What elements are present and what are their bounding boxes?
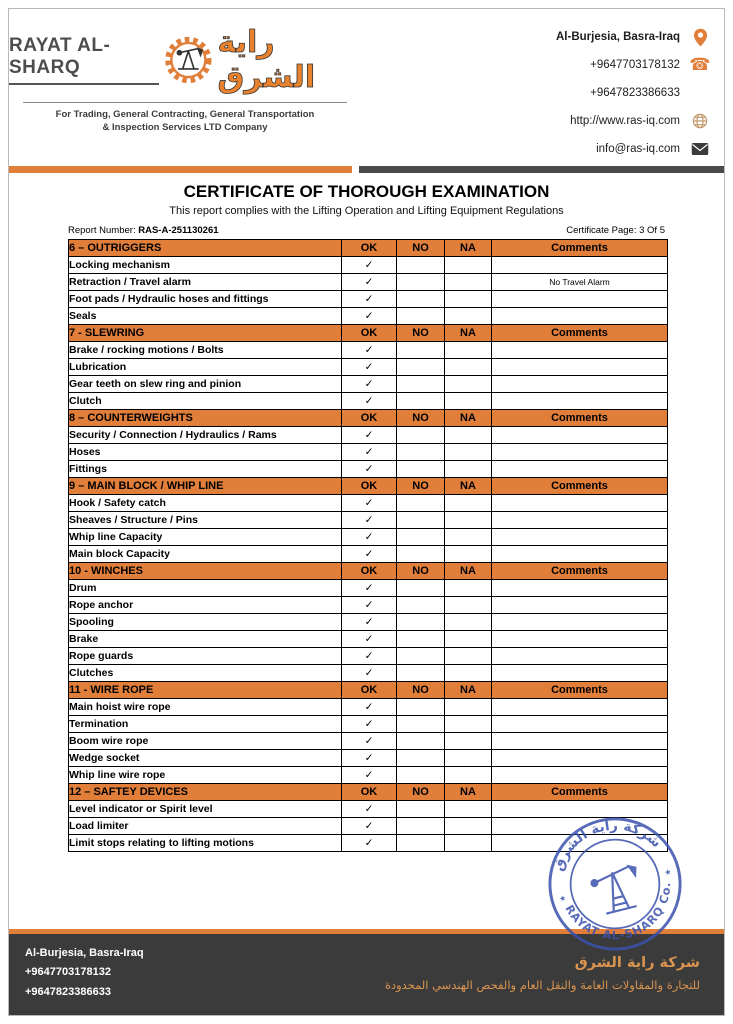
section-title: 8 – COUNTERWEIGHTS <box>69 410 342 427</box>
no-mark <box>397 767 445 784</box>
checklist-row <box>69 767 668 784</box>
comment-text <box>492 716 668 733</box>
item-label: Sheaves / Structure / Pins <box>69 512 342 529</box>
comment-text <box>492 291 668 308</box>
tagline-line2: & Inspection Services LTD Company <box>102 122 268 134</box>
item-label: Load limiter <box>69 818 342 835</box>
column-header-na: NA <box>445 240 492 257</box>
checklist-row <box>69 257 668 274</box>
comment-text <box>492 614 668 631</box>
ok-mark: ✓ <box>342 444 397 461</box>
na-mark <box>445 359 492 376</box>
na-mark <box>445 665 492 682</box>
gear-pumpjack-logo-icon <box>164 32 213 88</box>
ok-mark: ✓ <box>342 665 397 682</box>
ok-mark: ✓ <box>342 274 397 291</box>
contact-address <box>556 23 710 51</box>
na-mark <box>445 529 492 546</box>
section-header-row <box>69 240 668 257</box>
checklist-row <box>69 308 668 325</box>
no-mark <box>397 665 445 682</box>
section-title: 10 - WINCHES <box>69 563 342 580</box>
checklist-row <box>69 444 668 461</box>
no-mark <box>397 716 445 733</box>
footer-company-name-ar: شركة راية الشرق <box>574 954 700 971</box>
column-header-no: NO <box>397 563 445 580</box>
no-mark <box>397 291 445 308</box>
item-label: Seals <box>69 308 342 325</box>
na-mark <box>445 750 492 767</box>
phone-icon: ☎ <box>689 54 711 75</box>
item-label: Gear teeth on slew ring and pinion <box>69 376 342 393</box>
na-mark <box>445 716 492 733</box>
inspection-table <box>68 239 668 852</box>
column-header-comments: Comments <box>492 563 668 580</box>
comment-text <box>492 427 668 444</box>
comment-text <box>492 767 668 784</box>
column-header-no: NO <box>397 784 445 801</box>
ok-mark: ✓ <box>342 359 397 376</box>
ok-mark: ✓ <box>342 546 397 563</box>
column-header-no: NO <box>397 240 445 257</box>
ok-mark: ✓ <box>342 580 397 597</box>
na-mark <box>445 444 492 461</box>
item-label: Spooling <box>69 614 342 631</box>
column-header-comments: Comments <box>492 325 668 342</box>
na-mark <box>445 274 492 291</box>
na-mark <box>445 512 492 529</box>
no-mark <box>397 597 445 614</box>
stamp-text-english: RAYAT AL-SHARQ Co. <box>562 881 674 943</box>
item-label: Retraction / Travel alarm <box>69 274 342 291</box>
na-mark <box>445 818 492 835</box>
na-mark <box>445 631 492 648</box>
checklist-row <box>69 648 668 665</box>
na-mark <box>445 427 492 444</box>
contact-info <box>361 19 724 163</box>
section-header-row <box>69 478 668 495</box>
no-mark <box>397 444 445 461</box>
ok-mark: ✓ <box>342 342 397 359</box>
section-header-row <box>69 410 668 427</box>
section-title: 12 – SAFTEY DEVICES <box>69 784 342 801</box>
na-mark <box>445 648 492 665</box>
checklist-row <box>69 699 668 716</box>
column-header-ok: OK <box>342 410 397 427</box>
comment-text <box>492 648 668 665</box>
comment-text <box>492 733 668 750</box>
na-mark <box>445 835 492 852</box>
column-header-no: NO <box>397 682 445 699</box>
item-label: Rope guards <box>69 648 342 665</box>
column-header-ok: OK <box>342 325 397 342</box>
column-header-comments: Comments <box>492 478 668 495</box>
checklist-row <box>69 342 668 359</box>
comment-text <box>492 308 668 325</box>
item-label: Main block Capacity <box>69 546 342 563</box>
certificate-page <box>8 8 725 1016</box>
tagline-line1: For Trading, General Contracting, General Transportation <box>55 109 315 120</box>
page-title: CERTIFICATE OF THOROUGH EXAMINATION <box>183 182 550 201</box>
column-header-na: NA <box>445 563 492 580</box>
na-mark <box>445 733 492 750</box>
contact-email <box>596 135 710 163</box>
footer-contact-block <box>25 944 144 1003</box>
ok-mark: ✓ <box>342 716 397 733</box>
na-mark <box>445 546 492 563</box>
no-mark <box>397 376 445 393</box>
checklist-row <box>69 291 668 308</box>
checklist-row <box>69 359 668 376</box>
checklist-row <box>69 376 668 393</box>
column-header-no: NO <box>397 478 445 495</box>
footer-company-description-ar: للتجارة والمقاولات العامة والنقل العام والفحص الهندسي المحدودة <box>384 977 700 992</box>
phone2-text: +9647823386633 <box>590 87 680 99</box>
ok-mark: ✓ <box>342 308 397 325</box>
logo-text-ar: راية الشرق <box>217 25 316 95</box>
column-header-na: NA <box>445 682 492 699</box>
na-mark <box>445 393 492 410</box>
ok-mark: ✓ <box>342 597 397 614</box>
na-mark <box>445 308 492 325</box>
checklist-row <box>69 631 668 648</box>
no-mark <box>397 733 445 750</box>
no-mark <box>397 699 445 716</box>
comment-text <box>492 342 668 359</box>
checklist-row <box>69 495 668 512</box>
header <box>9 9 724 163</box>
certificate-page-number: Certificate Page: 3 Of 5 <box>566 225 665 236</box>
divider-dark-bar <box>359 166 724 173</box>
item-label: Whip line wire rope <box>69 767 342 784</box>
report-number-label: Report Number: <box>68 225 136 236</box>
ok-mark: ✓ <box>342 699 397 716</box>
item-label: Fittings <box>69 461 342 478</box>
na-mark <box>445 767 492 784</box>
section-header-row <box>69 682 668 699</box>
column-header-na: NA <box>445 325 492 342</box>
column-header-ok: OK <box>342 682 397 699</box>
na-mark <box>445 257 492 274</box>
na-mark <box>445 597 492 614</box>
checklist-row <box>69 665 668 682</box>
comment-text <box>492 597 668 614</box>
no-mark <box>397 308 445 325</box>
no-mark <box>397 614 445 631</box>
comment-text <box>492 665 668 682</box>
stamp-star-right: ★ <box>663 867 673 878</box>
item-label: Main hoist wire rope <box>69 699 342 716</box>
ok-mark: ✓ <box>342 393 397 410</box>
checklist-row <box>69 512 668 529</box>
no-mark <box>397 257 445 274</box>
comment-text: No Travel Alarm <box>492 274 668 291</box>
item-label: Limit stops relating to lifting motions <box>69 835 342 852</box>
stamp-star-left: ★ <box>558 893 568 904</box>
ok-mark: ✓ <box>342 631 397 648</box>
ok-mark: ✓ <box>342 767 397 784</box>
ok-mark: ✓ <box>342 512 397 529</box>
item-label: Clutches <box>69 665 342 682</box>
item-label: Hoses <box>69 444 342 461</box>
no-mark <box>397 512 445 529</box>
na-mark <box>445 461 492 478</box>
logo-text-en: RAYAT AL-SHARQ <box>9 35 159 85</box>
address-text: Al-Burjesia, Basra-Iraq <box>556 31 680 43</box>
column-header-na: NA <box>445 410 492 427</box>
no-mark <box>397 835 445 852</box>
footer-phone1: +9647703178132 <box>25 966 111 979</box>
report-number <box>68 225 219 236</box>
checklist-row <box>69 716 668 733</box>
no-mark <box>397 750 445 767</box>
section-title: 9 – MAIN BLOCK / WHIP LINE <box>69 478 342 495</box>
checklist-row <box>69 580 668 597</box>
company-tagline <box>23 102 347 135</box>
no-mark <box>397 274 445 291</box>
comment-text <box>492 376 668 393</box>
column-header-comments: Comments <box>492 682 668 699</box>
ok-mark: ✓ <box>342 801 397 818</box>
item-label: Lubrication <box>69 359 342 376</box>
na-mark <box>445 495 492 512</box>
na-mark <box>445 291 492 308</box>
no-mark <box>397 393 445 410</box>
comment-text <box>492 444 668 461</box>
checklist-row <box>69 597 668 614</box>
footer-company-block <box>385 955 700 992</box>
item-label: Brake <box>69 631 342 648</box>
email-text: info@ras-iq.com <box>596 143 680 155</box>
ok-mark: ✓ <box>342 291 397 308</box>
envelope-icon <box>690 142 710 156</box>
comment-text <box>492 257 668 274</box>
ok-mark: ✓ <box>342 376 397 393</box>
comment-text <box>492 546 668 563</box>
item-label: Locking mechanism <box>69 257 342 274</box>
ok-mark: ✓ <box>342 461 397 478</box>
item-label: Drum <box>69 580 342 597</box>
checklist-row <box>69 546 668 563</box>
na-mark <box>445 376 492 393</box>
contact-phone1 <box>590 51 710 79</box>
no-mark <box>397 427 445 444</box>
column-header-comments: Comments <box>492 240 668 257</box>
item-label: Boom wire rope <box>69 733 342 750</box>
section-title: 6 – OUTRIGGERS <box>69 240 342 257</box>
column-header-na: NA <box>445 478 492 495</box>
contact-website <box>570 107 710 135</box>
checklist-row <box>69 529 668 546</box>
report-number-value: RAS-A-251130261 <box>138 225 219 236</box>
item-label: Security / Connection / Hydraulics / Rams <box>69 427 342 444</box>
comment-text <box>492 580 668 597</box>
phone1-text: +9647703178132 <box>590 59 680 71</box>
item-label: Rope anchor <box>69 597 342 614</box>
item-label: Clutch <box>69 393 342 410</box>
section-header-row <box>69 784 668 801</box>
na-mark <box>445 342 492 359</box>
item-label: Hook / Safety catch <box>69 495 342 512</box>
comment-text <box>492 461 668 478</box>
na-mark <box>445 801 492 818</box>
ok-mark: ✓ <box>342 835 397 852</box>
item-label: Whip line Capacity <box>69 529 342 546</box>
no-mark <box>397 495 445 512</box>
comment-text <box>492 359 668 376</box>
footer-phone2: +9647823386633 <box>25 986 111 999</box>
column-header-no: NO <box>397 325 445 342</box>
no-mark <box>397 818 445 835</box>
stamp-text-arabic: شركة راية الشرق <box>550 817 665 874</box>
item-label: Brake / rocking motions / Bolts <box>69 342 342 359</box>
section-header-row <box>69 325 668 342</box>
item-label: Foot pads / Hydraulic hoses and fittings <box>69 291 342 308</box>
contact-phone2 <box>590 79 710 107</box>
checklist-row <box>69 801 668 818</box>
stamp-pumpjack-icon <box>590 865 645 915</box>
comment-text <box>492 393 668 410</box>
checklist-row <box>69 750 668 767</box>
column-header-no: NO <box>397 410 445 427</box>
ok-mark: ✓ <box>342 648 397 665</box>
report-info-line <box>68 225 665 236</box>
ok-mark: ✓ <box>342 529 397 546</box>
column-header-ok: OK <box>342 240 397 257</box>
divider-orange-bar <box>9 166 352 173</box>
comment-text <box>492 699 668 716</box>
no-mark <box>397 801 445 818</box>
no-mark <box>397 461 445 478</box>
item-label: Termination <box>69 716 342 733</box>
location-icon <box>690 28 710 47</box>
page-subtitle: This report complies with the Lifting Operation and Lifting Equipment Regulations <box>169 205 564 217</box>
no-mark <box>397 546 445 563</box>
company-logo <box>9 19 361 163</box>
header-divider <box>9 166 724 173</box>
globe-icon <box>690 113 710 129</box>
no-mark <box>397 648 445 665</box>
na-mark <box>445 580 492 597</box>
checklist-row <box>69 393 668 410</box>
checklist-row <box>69 614 668 631</box>
checklist-row <box>69 427 668 444</box>
comment-text <box>492 631 668 648</box>
comment-text <box>492 750 668 767</box>
section-header-row <box>69 563 668 580</box>
no-mark <box>397 342 445 359</box>
checklist-row <box>69 461 668 478</box>
no-mark <box>397 580 445 597</box>
na-mark <box>445 614 492 631</box>
ok-mark: ✓ <box>342 818 397 835</box>
inspection-table-body <box>69 240 668 852</box>
column-header-comments: Comments <box>492 784 668 801</box>
website-text: http://www.ras-iq.com <box>570 115 680 127</box>
ok-mark: ✓ <box>342 257 397 274</box>
item-label: Wedge socket <box>69 750 342 767</box>
ok-mark: ✓ <box>342 495 397 512</box>
no-mark <box>397 631 445 648</box>
item-label: Level indicator or Spirit level <box>69 801 342 818</box>
ok-mark: ✓ <box>342 733 397 750</box>
comment-text <box>492 512 668 529</box>
ok-mark: ✓ <box>342 750 397 767</box>
ok-mark: ✓ <box>342 614 397 631</box>
ok-mark: ✓ <box>342 427 397 444</box>
no-mark <box>397 359 445 376</box>
column-header-ok: OK <box>342 478 397 495</box>
column-header-na: NA <box>445 784 492 801</box>
column-header-ok: OK <box>342 784 397 801</box>
column-header-comments: Comments <box>492 410 668 427</box>
section-title: 11 - WIRE ROPE <box>69 682 342 699</box>
comment-text <box>492 529 668 546</box>
section-title: 7 - SLEWRING <box>69 325 342 342</box>
comment-text <box>492 495 668 512</box>
na-mark <box>445 699 492 716</box>
footer-address: Al-Burjesia, Basra-Iraq <box>25 946 144 959</box>
no-mark <box>397 529 445 546</box>
checklist-row <box>69 733 668 750</box>
column-header-ok: OK <box>342 563 397 580</box>
checklist-row <box>69 274 668 291</box>
